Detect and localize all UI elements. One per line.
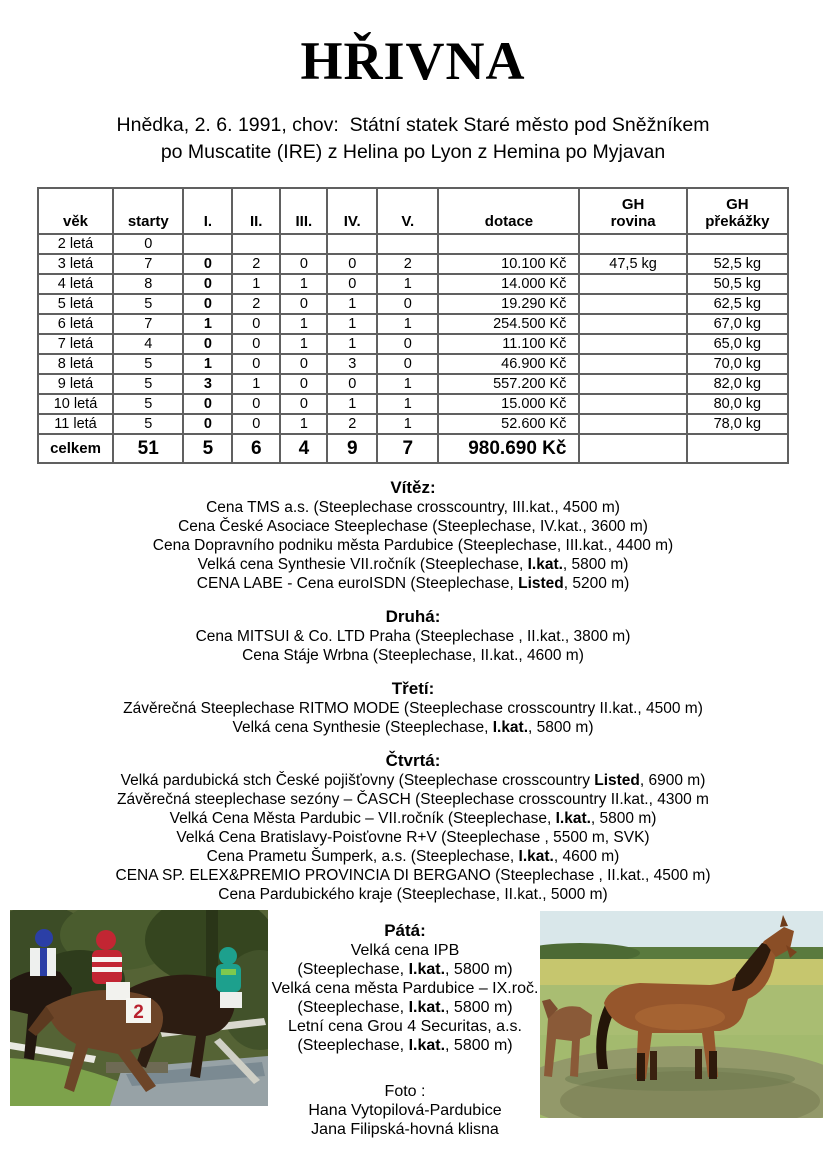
column-header: III. (280, 188, 327, 234)
cell: 1 (183, 354, 232, 374)
cell: 6 letá (38, 314, 113, 334)
cell: 1 (232, 274, 280, 294)
race-line (0, 718, 826, 737)
race-line (0, 498, 826, 517)
cell: 0 (232, 354, 280, 374)
race-text: , 5800 m) (445, 999, 513, 1016)
cell: 47,5 kg (579, 254, 686, 274)
cell: 5 letá (38, 294, 113, 314)
stats-table-header (38, 188, 788, 234)
cell: 70,0 kg (687, 354, 788, 374)
cell (579, 414, 686, 434)
cell: 4 (280, 434, 327, 463)
race-text: , 6900 m) (639, 772, 706, 789)
cell (579, 434, 686, 463)
race-line (0, 699, 826, 718)
cell: 80,0 kg (687, 394, 788, 414)
race-text: Velká cena města Pardubice – IX.roč. (271, 980, 539, 997)
cell: 6 (232, 434, 280, 463)
column-header: V. (377, 188, 439, 234)
cell (232, 234, 280, 254)
stats-header-row (38, 188, 788, 234)
cell: 2 (232, 294, 280, 314)
table-row (38, 394, 788, 414)
cell: 1 (327, 394, 377, 414)
cell: 9 (327, 434, 377, 463)
credit-line: Foto : (384, 1083, 426, 1100)
cell: 0 (280, 254, 327, 274)
race-text: Závěrečná steeplechase sezóny – ČASCH (Steeplechase crosscountry II.kat., 4300 m (117, 791, 709, 808)
cell: 0 (327, 374, 377, 394)
race-line (263, 1017, 547, 1036)
fifth-column (263, 920, 547, 1139)
race-category-bold: I.kat. (527, 556, 563, 573)
cell: 52.600 Kč (438, 414, 579, 434)
total-row (38, 434, 788, 463)
cell: 11.100 Kč (438, 334, 579, 354)
race-line (0, 828, 826, 847)
race-line (0, 574, 826, 593)
cell: 0 (280, 294, 327, 314)
cell: 0 (280, 394, 327, 414)
cell: 52,5 kg (687, 254, 788, 274)
race-text: , 5800 m) (445, 961, 513, 978)
race-category-bold: I.kat. (408, 999, 446, 1016)
cell (579, 374, 686, 394)
svg-text:2: 2 (133, 1002, 144, 1023)
cell: 0 (183, 334, 232, 354)
column-header: GH překážky (687, 188, 788, 234)
cell: 19.290 Kč (438, 294, 579, 314)
cell (579, 354, 686, 374)
race-text: Cena Pardubického kraje (Steeplechase, II.kat., 5000 m) (218, 886, 608, 903)
table-row (38, 334, 788, 354)
table-row (38, 314, 788, 334)
cell: 7 letá (38, 334, 113, 354)
cell: 0 (232, 394, 280, 414)
cell: 1 (377, 374, 439, 394)
race-category-bold: Listed (594, 772, 640, 789)
cell: 46.900 Kč (438, 354, 579, 374)
fifth-heading: Pátá: (384, 921, 426, 940)
cell: 0 (183, 294, 232, 314)
race-text: (Steeplechase, (297, 1037, 409, 1054)
race-line (0, 866, 826, 885)
cell: 7 (113, 314, 183, 334)
cell: 0 (377, 294, 439, 314)
race-photo (10, 910, 268, 1106)
race-text: Cena TMS a.s. (Steeplechase crosscountry, III.kat., 4500 m) (206, 499, 620, 516)
cell: 0 (232, 414, 280, 434)
cell: 1 (280, 314, 327, 334)
cell: 1 (377, 274, 439, 294)
cell: 2 (232, 254, 280, 274)
cell: 1 (183, 314, 232, 334)
cell: 0 (183, 254, 232, 274)
cell: 2 letá (38, 234, 113, 254)
column-header: věk (38, 188, 113, 234)
subtitle (0, 112, 826, 166)
cell: 0 (183, 414, 232, 434)
cell: 4 letá (38, 274, 113, 294)
cell: 11 letá (38, 414, 113, 434)
cell: 0 (280, 374, 327, 394)
cell: 0 (377, 354, 439, 374)
page-title: HŘIVNA (300, 31, 526, 91)
placement-sections (0, 478, 826, 904)
race-line (0, 555, 826, 574)
race-text: , 5800 m) (562, 556, 629, 573)
race-text: Velká Cena Bratislavy-Poisťovne R+V (Steeplechase , 5500 m, SVK) (176, 829, 650, 846)
cell: 5 (113, 294, 183, 314)
race-text: Velká pardubická stch České pojišťovny (Steeplechase crosscountry (120, 772, 595, 789)
race-line (0, 790, 826, 809)
subtitle-line-1: Hnědka, 2. 6. 1991, chov: Státní statek Staré město pod Sněžníkem (116, 114, 710, 136)
race-line (0, 771, 826, 790)
cell (377, 234, 439, 254)
race-line (263, 941, 547, 960)
cell: 0 (327, 274, 377, 294)
table-row (38, 254, 788, 274)
race-category-bold: I.kat. (408, 1037, 446, 1054)
cell: 78,0 kg (687, 414, 788, 434)
cell: 1 (280, 334, 327, 354)
cell: 65,0 kg (687, 334, 788, 354)
cell: 1 (280, 274, 327, 294)
cell (579, 394, 686, 414)
credit-line: Hana Vytopilová-Pardubice (308, 1102, 502, 1119)
cell (327, 234, 377, 254)
cell: 0 (232, 334, 280, 354)
cell (579, 274, 686, 294)
race-line (0, 646, 826, 665)
cell: 1 (377, 414, 439, 434)
cell: 1 (377, 314, 439, 334)
cell (579, 294, 686, 314)
cell: 8 (113, 274, 183, 294)
race-text: (Steeplechase, (297, 961, 409, 978)
cell: 62,5 kg (687, 294, 788, 314)
race-category-bold: I.kat. (492, 719, 529, 736)
cell: 15.000 Kč (438, 394, 579, 414)
column-header: I. (183, 188, 232, 234)
race-line (263, 979, 547, 998)
cell: 4 (113, 334, 183, 354)
cell: 254.500 Kč (438, 314, 579, 334)
cell: 5 (113, 374, 183, 394)
cell: 3 letá (38, 254, 113, 274)
column-header: GH rovina (579, 188, 686, 234)
cell: 0 (183, 394, 232, 414)
race-line (263, 998, 547, 1017)
cell (687, 234, 788, 254)
section-heading: Čtvrtá: (385, 751, 441, 770)
stats-table (37, 187, 789, 464)
race-category-bold: I.kat. (518, 848, 554, 865)
cell: 0 (183, 274, 232, 294)
stats-table-body (38, 234, 788, 463)
race-text: , 5200 m) (563, 575, 630, 592)
mare-photo (540, 911, 823, 1118)
cell: 0 (232, 314, 280, 334)
table-row (38, 234, 788, 254)
section-heading: Druhá: (385, 607, 441, 626)
race-line (0, 517, 826, 536)
race-line (0, 536, 826, 555)
race-line (0, 885, 826, 904)
cell: 67,0 kg (687, 314, 788, 334)
race-line (0, 847, 826, 866)
column-header: dotace (438, 188, 579, 234)
cell: 0 (377, 334, 439, 354)
table-row (38, 294, 788, 314)
race-text: (Steeplechase, (297, 999, 409, 1016)
cell: 1 (327, 334, 377, 354)
cell (579, 234, 686, 254)
cell: 0 (327, 254, 377, 274)
cell: 14.000 Kč (438, 274, 579, 294)
cell: 5 (113, 354, 183, 374)
race-text: Závěrečná Steeplechase RITMO MODE (Steeplechase crosscountry II.kat., 4500 m) (123, 700, 703, 717)
race-line (263, 1036, 547, 1055)
cell: 5 (113, 394, 183, 414)
cell (579, 314, 686, 334)
race-text: Cena České Asociace Steeplechase (Steeplechase, IV.kat., 3600 m) (178, 518, 648, 535)
race-text: , 4600 m) (553, 848, 620, 865)
column-header: II. (232, 188, 280, 234)
table-row (38, 374, 788, 394)
cell: 51 (113, 434, 183, 463)
cell: 9 letá (38, 374, 113, 394)
table-row (38, 354, 788, 374)
race-text: Cena Prametu Šumperk, a.s. (Steeplechase, (206, 848, 519, 865)
cell (438, 234, 579, 254)
race-text: CENA LABE - Cena euroISDN (Steeplechase, (196, 575, 519, 592)
race-text: , 5800 m) (445, 1037, 513, 1054)
cell: 3 (327, 354, 377, 374)
cell (280, 234, 327, 254)
cell: 2 (377, 254, 439, 274)
cell (687, 434, 788, 463)
cell: 980.690 Kč (438, 434, 579, 463)
race-category-bold: I.kat. (408, 961, 446, 978)
cell: 7 (377, 434, 439, 463)
cell: 1 (327, 294, 377, 314)
cell: 5 (183, 434, 232, 463)
table-row (38, 274, 788, 294)
section-heading: Vítěz: (390, 478, 436, 497)
cell (579, 334, 686, 354)
cell: 82,0 kg (687, 374, 788, 394)
cell: 1 (232, 374, 280, 394)
race-text: , 5800 m) (528, 719, 594, 736)
credit-line: Jana Filipská-hovná klisna (311, 1121, 499, 1138)
race-line (263, 960, 547, 979)
column-header: starty (113, 188, 183, 234)
race-text: Letní cena Grou 4 Securitas, a.s. (288, 1018, 522, 1035)
cell: 0 (280, 354, 327, 374)
race-category-bold: I.kat. (555, 810, 591, 827)
column-header: IV. (327, 188, 377, 234)
photo-credit (263, 1082, 547, 1139)
race-text: Velká cena Synthesie VII.ročník (Steeplechase, (197, 556, 528, 573)
cell: 1 (377, 394, 439, 414)
cell: 5 (113, 414, 183, 434)
cell: 2 (327, 414, 377, 434)
race-text: Velká Cena Města Pardubic – VII.ročník (Steeplechase, (169, 810, 556, 827)
cell: celkem (38, 434, 113, 463)
race-line (0, 809, 826, 828)
race-text: Cena Dopravního podniku města Pardubice (Steeplechase, III.kat., 4400 m) (152, 537, 674, 554)
race-line (0, 627, 826, 646)
subtitle-line-2: po Muscatite (IRE) z Helina po Lyon z Hemina po Myjavan (160, 141, 666, 163)
cell: 7 (113, 254, 183, 274)
cell: 10.100 Kč (438, 254, 579, 274)
race-text: , 5800 m) (590, 810, 657, 827)
race-text: Cena MITSUI & Co. LTD Praha (Steeplechase , II.kat., 3800 m) (195, 628, 631, 645)
table-row (38, 414, 788, 434)
cell: 10 letá (38, 394, 113, 414)
cell: 3 (183, 374, 232, 394)
bottom-area (0, 910, 826, 1138)
race-category-bold: Listed (518, 575, 564, 592)
fifth-lines (263, 941, 547, 1055)
cell: 1 (280, 414, 327, 434)
race-text: Cena Stáje Wrbna (Steeplechase, II.kat., 4600 m) (242, 647, 584, 664)
race-text: CENA SP. ELEX&PREMIO PROVINCIA DI BERGANO (Steeplechase , II.kat., 4500 m) (115, 867, 711, 884)
race-text: Velká cena Synthesie (Steeplechase, (232, 719, 493, 736)
cell: 8 letá (38, 354, 113, 374)
cell: 1 (327, 314, 377, 334)
cell: 0 (113, 234, 183, 254)
cell: 557.200 Kč (438, 374, 579, 394)
cell (183, 234, 232, 254)
section-heading: Třetí: (391, 679, 435, 698)
cell: 50,5 kg (687, 274, 788, 294)
race-text: Velká cena IPB (350, 942, 460, 959)
